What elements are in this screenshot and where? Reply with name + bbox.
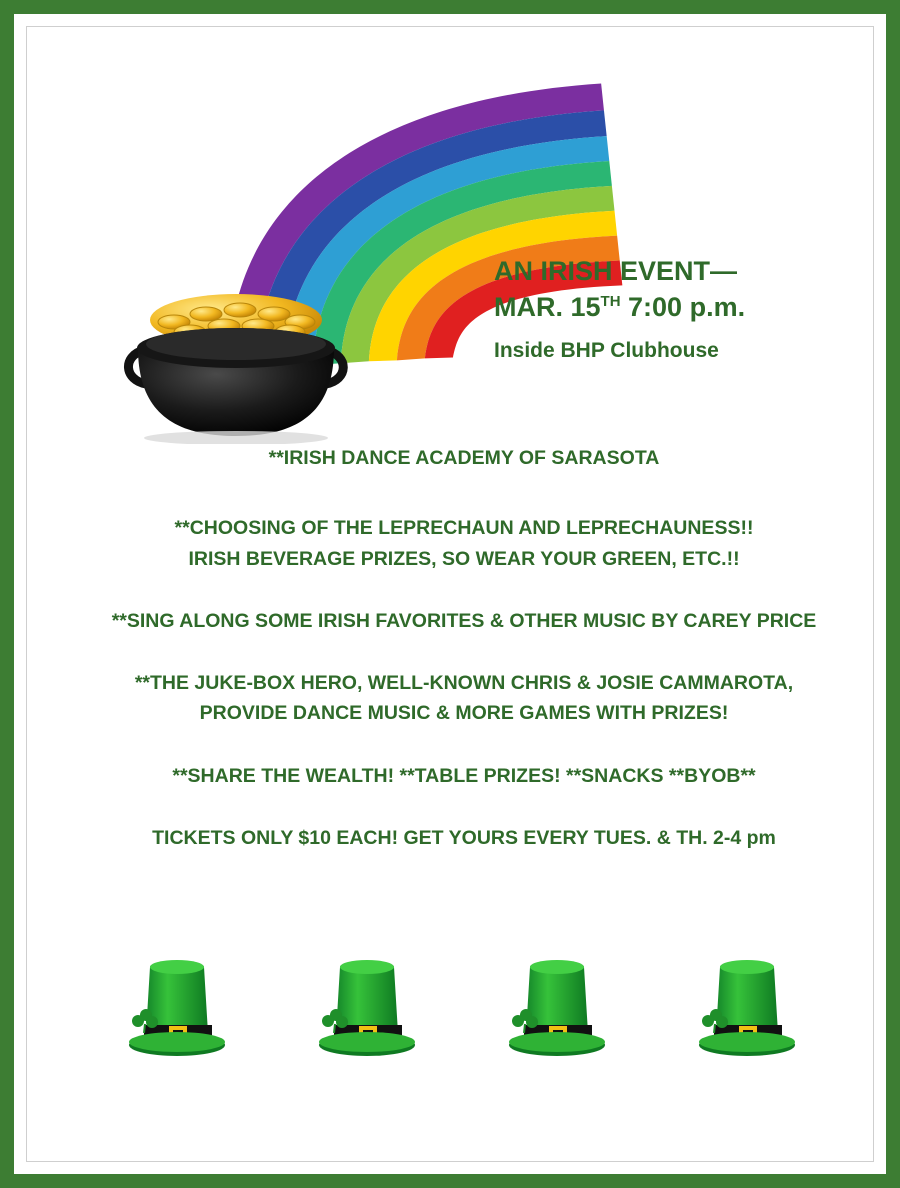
body-paragraph-1: **IRISH DANCE ACADEMY OF SARASOTA xyxy=(268,447,660,469)
headline-time: 7:00 p.m. xyxy=(620,291,746,322)
pot-of-gold-icon xyxy=(114,264,364,444)
leprechaun-hat-icon xyxy=(314,949,424,1079)
spacer xyxy=(14,472,900,514)
headline-block xyxy=(494,254,894,363)
body-paragraph-4-line-2: PROVIDE DANCE MUSIC & MORE GAMES WITH PRIZES! xyxy=(199,702,729,725)
leprechaun-hats-row xyxy=(124,939,804,1079)
headline-line-2 xyxy=(494,290,894,326)
rainbow-pot-artwork xyxy=(94,54,634,434)
spacer xyxy=(14,635,900,669)
body-paragraph-3: **SING ALONG SOME IRISH FAVORITES & OTHER MUSIC BY CAREY PRICE xyxy=(111,609,817,632)
headline-venue: Inside BHP Clubhouse xyxy=(494,339,719,363)
body-paragraph-2-line-2: IRISH BEVERAGE PRIZES, SO WEAR YOUR GREEN, ETC.!! xyxy=(188,547,740,570)
leprechaun-hat-icon xyxy=(504,949,614,1079)
spacer xyxy=(14,790,900,824)
headline-date-ordinal: TH xyxy=(600,292,621,310)
spacer xyxy=(14,573,900,607)
body-copy-block xyxy=(14,444,900,852)
leprechaun-hat-icon xyxy=(694,949,804,1079)
body-paragraph-4-line-1: **THE JUKE-BOX HERO, WELL-KNOWN CHRIS & JOSIE CAMMAROTA, xyxy=(134,672,794,695)
headline-line-1: AN IRISH EVENT— xyxy=(494,256,738,286)
body-paragraph-5: **SHARE THE WEALTH! **TABLE PRIZES! **SNACKS **BYOB** xyxy=(172,764,756,787)
leprechaun-hat-icon xyxy=(124,949,234,1079)
body-paragraph-2-line-1: **CHOOSING OF THE LEPRECHAUN AND LEPRECHAUNESS!! xyxy=(174,517,754,540)
headline-date-prefix: MAR. 15 xyxy=(494,291,601,322)
ticket-info: TICKETS ONLY $10 EACH! GET YOURS EVERY TUES. & TH. 2-4 pm xyxy=(152,826,776,849)
spacer xyxy=(14,728,900,762)
